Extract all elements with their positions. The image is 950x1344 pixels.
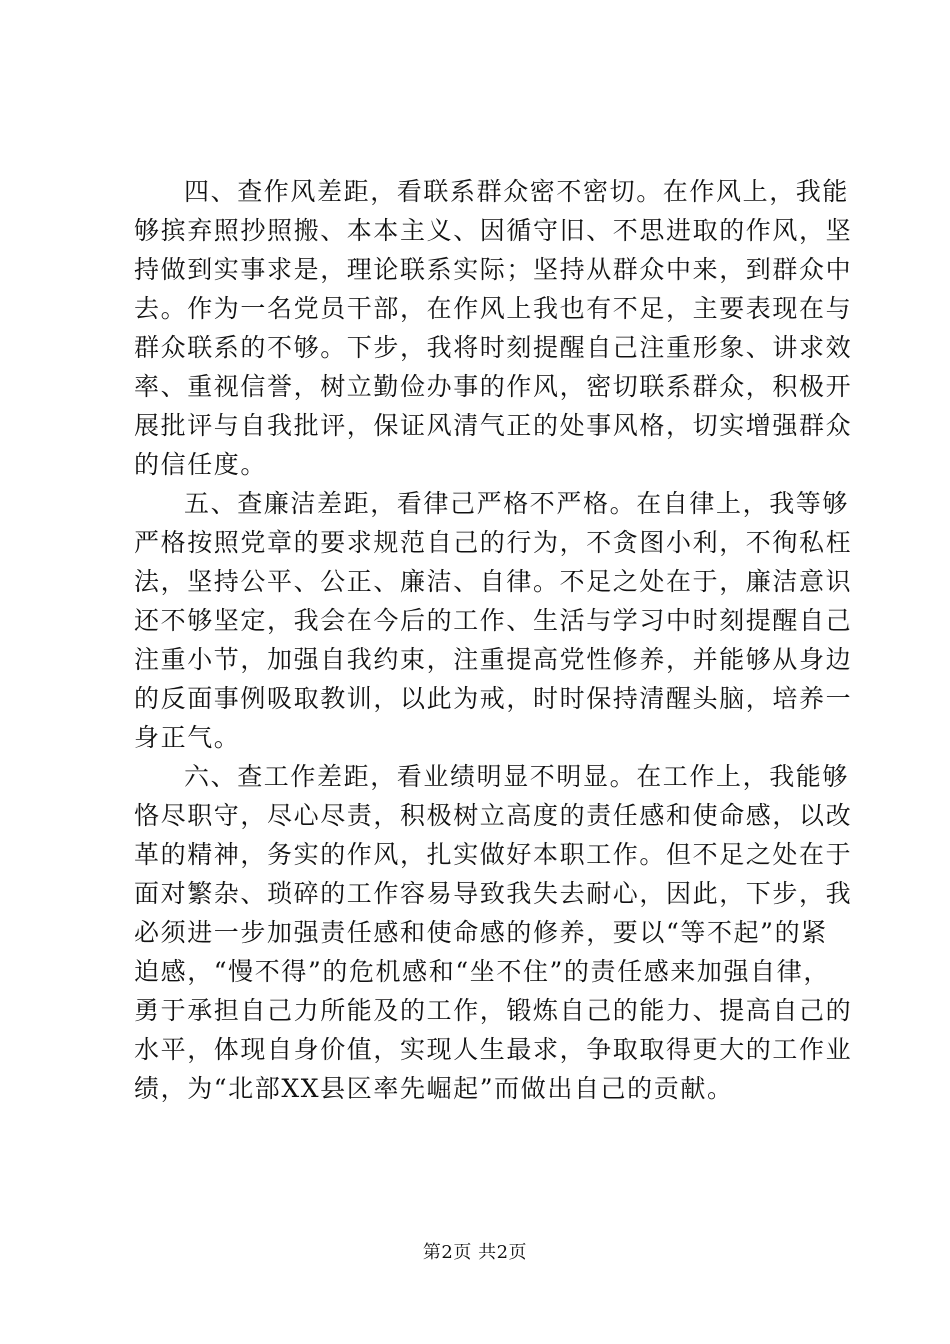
paragraph-line: 水平，体现自身价值，实现人生最求，争取取得更大的工作业 — [134, 1035, 853, 1064]
paragraph-line: 身正气。 — [134, 723, 241, 752]
paragraph-line: 必须进一步加强责任感和使命感的修养，要以“等不起”的紧 — [134, 918, 828, 947]
paragraph-line: 五、查廉洁差距，看律己严格不严格。在自律上，我等够 — [184, 489, 850, 518]
paragraph-line: 恪尽职守，尽心尽责，积极树立高度的责任感和使命感，以改 — [134, 801, 853, 830]
paragraph-line: 持做到实事求是，理论联系实际；坚持从群众中来，到群众中 — [134, 255, 853, 284]
paragraph-line: 绩，为“北部XX县区率先崛起”而做出自己的贡献。 — [134, 1074, 734, 1103]
paragraph-line: 法，坚持公平、公正、廉洁、自律。不足之处在于，廉洁意识 — [134, 567, 853, 596]
paragraph-line: 注重小节，加强自我约束，注重提高党性修养，并能够从身边 — [134, 645, 853, 674]
paragraph-line: 革的精神，务实的作风，扎实做好本职工作。但不足之处在于 — [134, 840, 853, 869]
paragraph-line: 勇于承担自己力所能及的工作，锻炼自己的能力、提高自己的 — [134, 996, 853, 1025]
paragraph-line: 率、重视信誉，树立勤俭办事的作风，密切联系群众，积极开 — [134, 372, 853, 401]
document-body — [134, 172, 853, 1108]
paragraph-line: 迫感，“慢不得”的危机感和“坐不住”的责任感来加强自律， — [134, 957, 830, 986]
paragraph-line: 严格按照党章的要求规范自己的行为，不贪图小利，不徇私枉 — [134, 528, 853, 557]
paragraph-line: 的信任度。 — [134, 450, 268, 479]
paragraph-line: 还不够坚定，我会在今后的工作、生活与学习中时刻提醒自己 — [134, 606, 853, 635]
paragraph-line: 够摈弃照抄照搬、本本主义、因循守旧、不思进取的作风，坚 — [134, 216, 853, 245]
paragraph-line: 六、查工作差距，看业绩明显不明显。在工作上，我能够 — [184, 762, 850, 791]
paragraph-line: 的反面事例吸取教训，以此为戒，时时保持清醒头脑，培养一 — [134, 684, 853, 713]
page-number-footer: 第2页 共2页 — [422, 1242, 528, 1263]
paragraph-line: 群众联系的不够。下步，我将时刻提醒自己注重形象、讲求效 — [134, 333, 853, 362]
paragraph-line: 四、查作风差距，看联系群众密不密切。在作风上，我能 — [184, 177, 850, 206]
paragraph-line: 展批评与自我批评，保证风清气正的处事风格，切实增强群众 — [134, 411, 853, 440]
paragraph-line: 去。作为一名党员干部，在作风上我也有不足，主要表现在与 — [134, 294, 853, 323]
paragraph-line: 面对繁杂、琐碎的工作容易导致我失去耐心，因此，下步，我 — [134, 879, 853, 908]
